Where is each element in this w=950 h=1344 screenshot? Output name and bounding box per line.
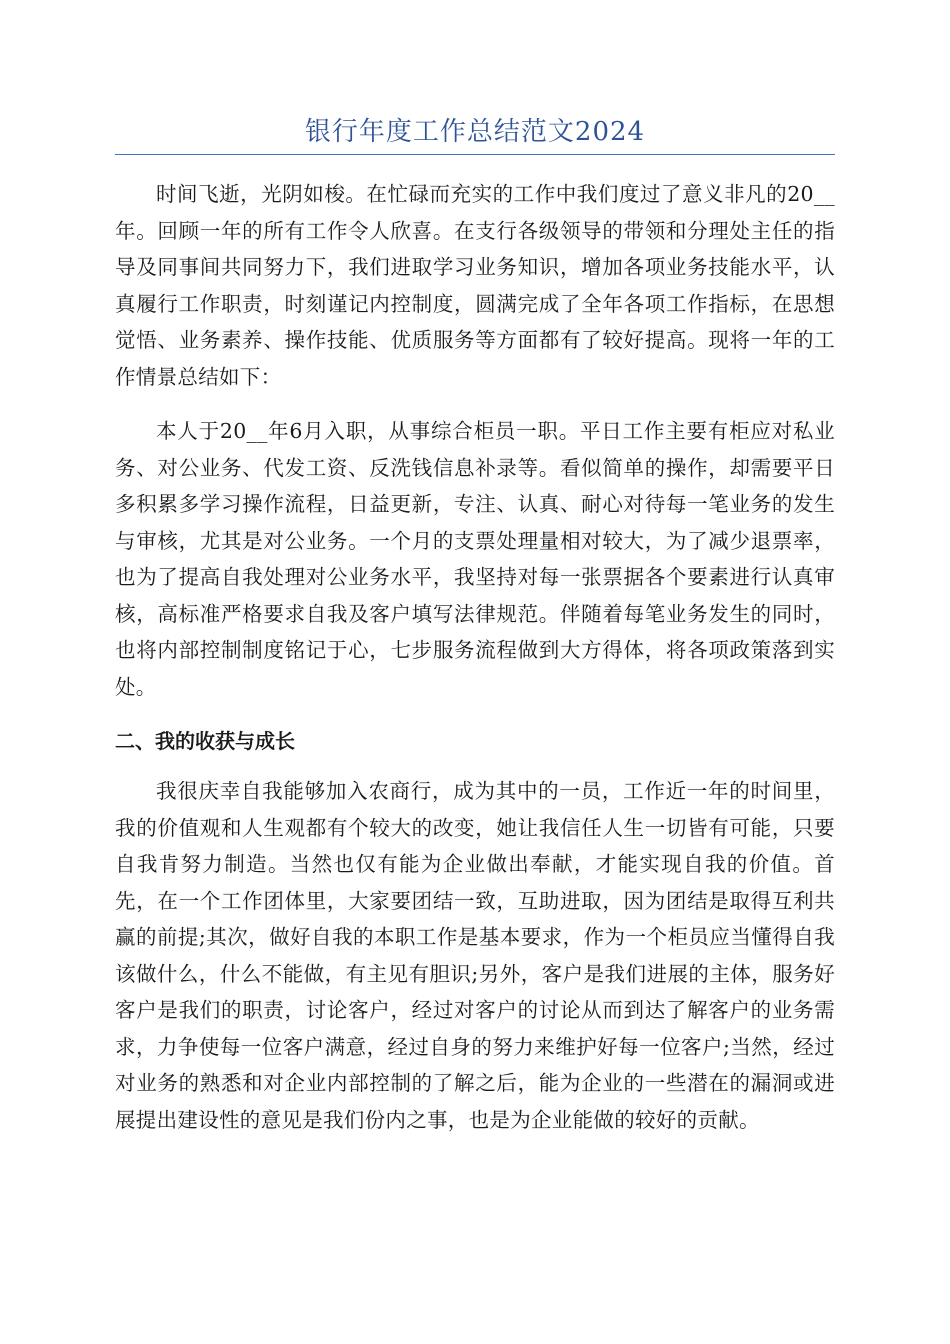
job-duties-paragraph: 本人于20__年6月入职，从事综合柜员一职。平日工作主要有柜应对私业务、对公业务、代发工资、反洗钱信息补录等。看似简单的操作，却需要平日多积累多学习操作流程，日益更新，专注、认真、耐心对待每一笔业务的发生与审核，尤其是对公业务。一个月的支票处理量相对较大，为了减少退票率，也为了提高自我处理对公业务水平，我坚持对每一张票据各个要素进行认真审核，高标准严格要求自我及客户填写法律规范。伴随着每笔业务发生的同时，也将内部控制制度铭记于心，七步服务流程做到大方得体，将各项政策落到实处。	[115, 419, 835, 699]
growth-paragraph: 我很庆幸自我能够加入农商行，成为其中的一员，工作近一年的时间里，我的价值观和人生观都有个较大的改变，她让我信任人生一切皆有可能，只要自我肯努力制造。当然也仅有能为企业做出奉献，才能实现自我的价值。首先，在一个工作团体里，大家要团结一致，互助进取，因为团结是取得互利共赢的前提;其次，做好自我的本职工作是基本要求，作为一个柜员应当懂得自我该做什么，什么不能做，有主见有胆识;另外，客户是我们进展的主体，服务好客户是我们的职责，讨论客户，经过对客户的讨论从而到达了解客户的业务需求，力争使每一位客户满意，经过自身的努力来维护好每一位客户;当然，经过对业务的熟悉和对企业内部控制的了解之后，能为企业的一些潜在的漏洞或进展提出建设性的意见是我们份内之事，也是为企业能做的较好的贡献。	[115, 779, 835, 1132]
title-underline	[115, 154, 835, 155]
document-body	[115, 176, 835, 1156]
intro-paragraph: 时间飞逝，光阴如梭。在忙碌而充实的工作中我们度过了意义非凡的20__年。回顾一年的所有工作令人欣喜。在支行各级领导的带领和分理处主任的指导及同事间共同努力下，我们进取学习业务知识，增加各项业务技能水平，认真履行工作职责，时刻谨记内控制度，圆满完成了全年各项工作指标，在思想觉悟、业务素养、操作技能、优质服务等方面都有了较好提高。现将一年的工作情景总结如下：	[115, 182, 835, 389]
document-title: 银行年度工作总结范文2024	[304, 117, 646, 147]
section-heading: 二、我的收获与成长	[115, 729, 295, 753]
